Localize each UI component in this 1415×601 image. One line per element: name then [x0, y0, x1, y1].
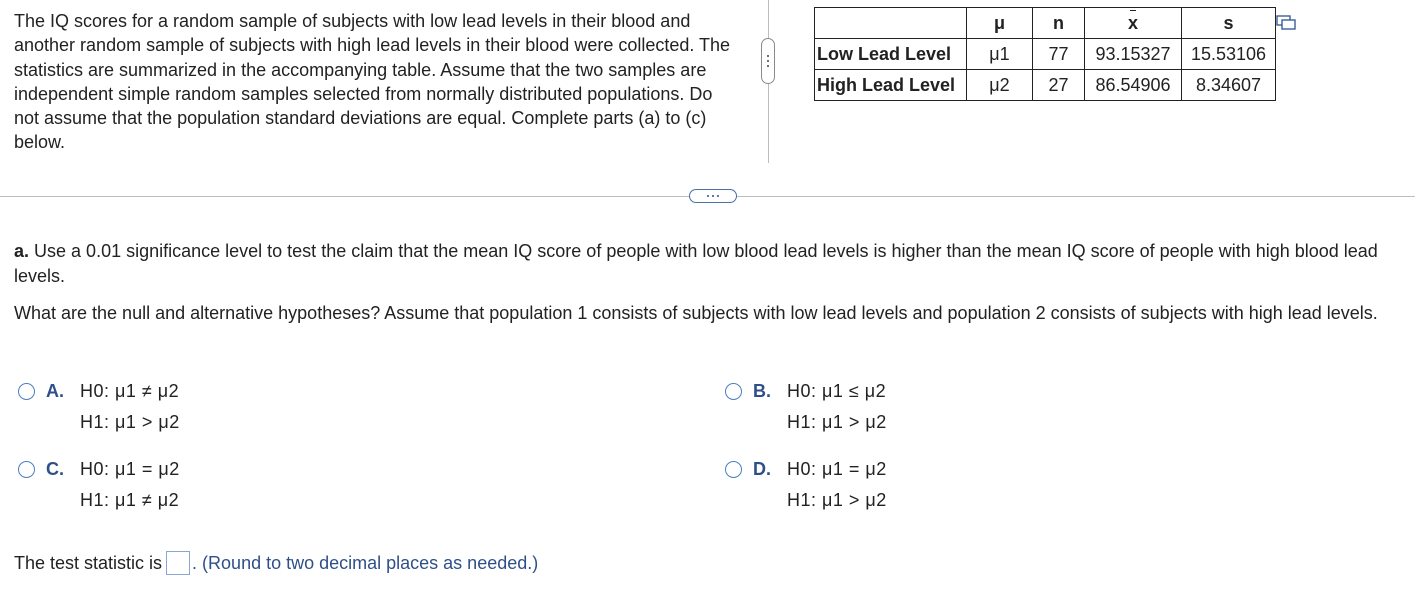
- alternative-hypothesis: H1: μ1 > μ2: [787, 412, 887, 432]
- row-mu: μ1: [967, 39, 1033, 70]
- choice-letter: D.: [753, 459, 771, 479]
- part-a-text: Use a 0.01 significance level to test the claim that the mean IQ score of people with low blood lead levels is higher than the mean IQ score of people with high blood lead levels.: [14, 241, 1378, 286]
- radio-button[interactable]: [725, 383, 742, 400]
- null-hypothesis: H0: μ1 = μ2: [80, 459, 180, 479]
- header-mu: μ: [967, 8, 1033, 39]
- null-hypothesis: H0: μ1 ≠ μ2: [80, 381, 180, 401]
- choice-letter: A.: [46, 381, 64, 401]
- header-n: n: [1033, 8, 1085, 39]
- problem-statement: The IQ scores for a random sample of subjects with low lead levels in their blood and another random sample of subjects with high lead levels in their blood were collected. The statistics are summarized in the accompanying table. Assume that the two samples are independent simple random samples selected from normally distributed populations. Do not assume that the population standard deviations are equal. Complete parts (a) to (c) below.: [14, 11, 731, 153]
- table-row: [815, 70, 1276, 101]
- alternative-hypothesis: H1: μ1 ≠ μ2: [80, 490, 180, 510]
- table-row: [815, 39, 1276, 70]
- table-header-row: [815, 8, 1276, 39]
- row-n: 27: [1033, 70, 1085, 101]
- row-s: 15.53106: [1182, 39, 1276, 70]
- header-s: s: [1182, 8, 1276, 39]
- test-statistic-input[interactable]: [166, 551, 190, 575]
- radio-button[interactable]: [18, 461, 35, 478]
- header-blank: [815, 8, 967, 39]
- part-a-label: a.: [14, 241, 30, 261]
- row-label: Low Lead Level: [815, 39, 967, 70]
- part-a-question: [14, 239, 1404, 288]
- test-statistic-label: The test statistic is: [14, 553, 163, 573]
- more-dots-icon[interactable]: [689, 189, 737, 203]
- copy-icon[interactable]: [1276, 15, 1296, 31]
- row-s: 8.34607: [1182, 70, 1276, 101]
- alternative-hypothesis: H1: μ1 > μ2: [80, 412, 180, 432]
- test-statistic-line: [14, 551, 538, 575]
- alternative-hypothesis: H1: μ1 > μ2: [787, 490, 887, 510]
- null-hypothesis: H0: μ1 ≤ μ2: [787, 381, 887, 401]
- statistics-table: [814, 7, 1276, 101]
- row-xbar: 93.15327: [1085, 39, 1182, 70]
- null-hypothesis: H0: μ1 = μ2: [787, 459, 887, 479]
- hypotheses-question: What are the null and alternative hypotheses? Assume that population 1 consists of subjects with low lead levels and population 2 consists of subjects with high lead levels.: [14, 303, 1378, 323]
- radio-button[interactable]: [725, 461, 742, 478]
- row-mu: μ2: [967, 70, 1033, 101]
- choice-letter: C.: [46, 459, 64, 479]
- row-xbar: 86.54906: [1085, 70, 1182, 101]
- drag-handle-icon[interactable]: [761, 38, 775, 84]
- rounding-hint: . (Round to two decimal places as needed.): [192, 553, 539, 573]
- header-xbar: x: [1085, 8, 1182, 39]
- row-label: High Lead Level: [815, 70, 967, 101]
- choice-letter: B.: [753, 381, 771, 401]
- radio-button[interactable]: [18, 383, 35, 400]
- row-n: 77: [1033, 39, 1085, 70]
